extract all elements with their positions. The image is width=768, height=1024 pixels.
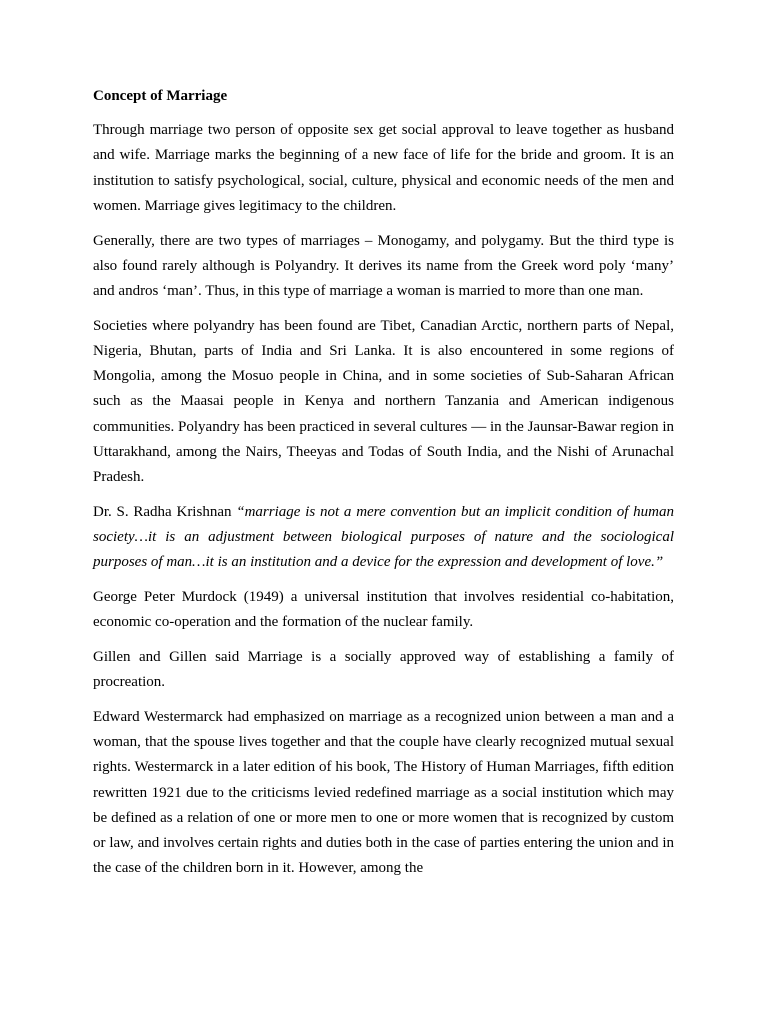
paragraph-murdock: George Peter Murdock (1949) a universal institution that involves residential co-habitation, economic co-operation and the formation of the nuclear family.: [93, 589, 674, 631]
paragraph-polyandry-societies: Societies where polyandry has been found are Tibet, Canadian Arctic, northern parts of Nepal, Nigeria, Bhutan, parts of India and Sri Lanka. It is also encountered in some regions of Mongolia, among the Mosuo people in China, and in some societies of Sub-Saharan African such as the Maasai people in Kenya and northern Tanzania and American indigenous communities. Polyandry has been practiced in several cultures — in the Jaunsar-Bawar region in Uttarakhand, among the Nairs, Theeyas and Todas of South India, and the Nishi of Arunachal Pradesh.: [93, 317, 674, 486]
document-heading: Concept of Marriage: [93, 88, 228, 104]
radha-krishnan-intro: Dr. S. Radha Krishnan: [93, 503, 237, 520]
paragraph-types-of-marriage: Generally, there are two types of marriages – Monogamy, and polygamy. But the third type is also found rarely although is Polyandry. It derives its name from the Greek word poly ‘many’ and andros ‘man’. Thus, in this type of marriage a woman is married to more than one man.: [93, 232, 674, 300]
paragraph-radha-krishnan: [93, 500, 674, 576]
paragraph-gillen: Gillen and Gillen said Marriage is a socially approved way of establishing a family of procreation.: [93, 649, 674, 691]
radha-krishnan-quote: “marriage is not a mere convention but an implicit condition of human society…it is an adjustment between biological purposes of nature and the sociological purposes of man…it is an institution and a device for the expression and development of love.”: [93, 503, 674, 571]
paragraph-westermarck: Edward Westermarck had emphasized on marriage as a recognized union between a man and a woman, that the spouse lives together and that the couple have clearly recognized mutual sexual rights. Westermarck in a later edition of his book, The History of Human Marriages, fifth edition rewritten 1921 due to the criticisms levied redefined marriage as a social institution which may be defined as a relation of one or more men to one or more women that is recognized by custom or law, and involves certain rights and duties both in the case of parties entering the union and in the case of the children born in it. However, among the: [93, 709, 674, 877]
document-page: [93, 84, 674, 891]
paragraph-marriage-definition: Through marriage two person of opposite sex get social approval to leave together as husband and wife. Marriage marks the beginning of a new face of life for the bride and groom. It is an institution to satisfy psychological, social, culture, physical and economic needs of the men and women. Marriage gives legitimacy to the children.: [93, 122, 674, 214]
